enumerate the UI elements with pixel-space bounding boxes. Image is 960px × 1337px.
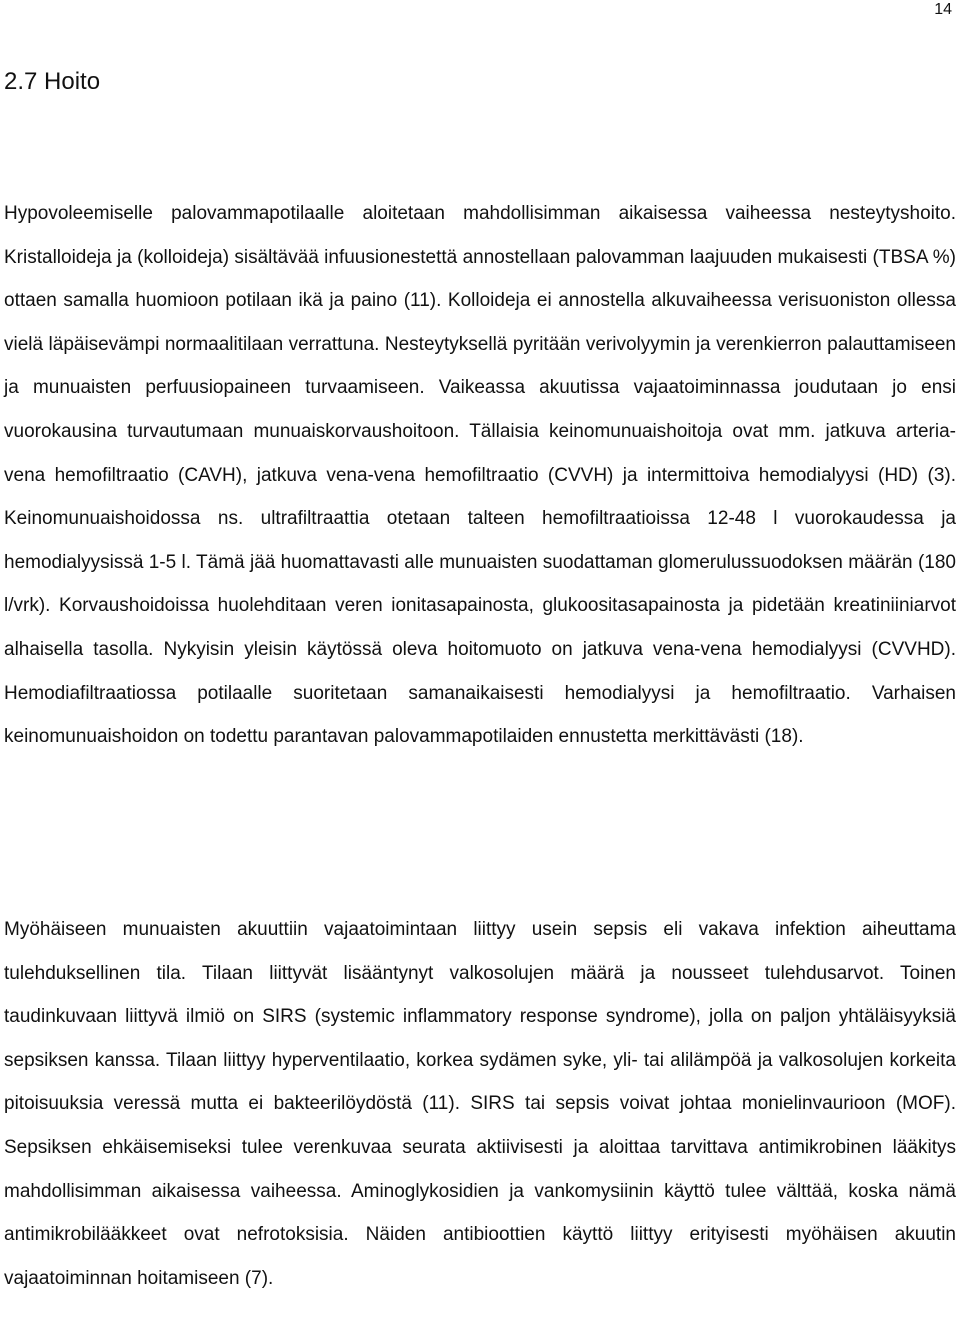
section-heading: 2.7 Hoito [4, 68, 101, 95]
body-paragraph-treatment: Hypovoleemiselle palovammapotilaalle aloitetaan mahdollisimman aikaisessa vaiheessa nesteytyshoito. Kristalloideja ja (kolloideja) sisältävää infuusionestettä annostellaan palovamman laajuuden mukaisesti (TBSA %) ottaen samalla huomioon potilaan ikä ja paino (11). Kolloideja ei annostella alkuvaiheessa verisuoniston ollessa vielä läpäisevämpi normaalitilaan verrattuna. Nesteytyksellä pyritään verivolyymin ja verenkierron palauttamiseen ja munuaisten perfuusiopaineen turvaamiseen. Vaikeassa akuutissa vajaatoiminnassa joudutaan jo ensi vuorokausina turvautumaan munuaiskorvaushoitoon. Tällaisia keinomunuaishoitoja ovat mm. jatkuva arteria-vena hemofiltraatio (CAVH), jatkuva vena-vena hemofiltraatio (CVVH) ja intermittoiva hemodialyysi (HD) (3). Keinomunuaishoidossa ns. ultrafiltraattia otetaan talteen hemofiltraatioissa 12-48 l vuorokaudessa ja hemodialyysissä 1-5 l. Tämä jää huomattavasti alle munuaisten suodattaman glomerulussuodoksen määrän (180 l/vrk). Korvaushoidoissa huolehditaan veren ionitasapainosta, glukoositasapainosta ja pidetään kreatiniiniarvot alhaisella tasolla. Nykyisin yleisin käytössä oleva hoitomuoto on jatkuva vena-vena hemodialyysi (CVVHD). Hemodiafiltraatiossa potilaalle suoritetaan samanaikaisesti hemodialyysi ja hemofiltraatio. Varhaisen keinomunuaishoidon on todettu parantavan palovammapotilaiden ennustetta merkittävästi (18). [4, 203, 956, 748]
page-number: 14 [934, 1, 952, 18]
body-paragraph-sepsis: Myöhäiseen munuaisten akuuttiin vajaatoimintaan liittyy usein sepsis eli vakava infektion aiheuttama tulehduksellinen tila. Tilaan liittyvät lisääntynyt valkosolujen määrä ja nousseet tulehdusarvot. Toinen taudinkuvaan liittyvä ilmiö on SIRS (systemic inflammatory response syndrome), jolla on paljon yhtäläisyyksiä sepsiksen kanssa. Tilaan liittyy hyperventilaatio, korkea sydämen syke, yli- tai alilämpöä ja valkosolujen korkeita pitoisuuksia veressä mutta ei bakteerilöydöstä (11). SIRS tai sepsis voivat johtaa monielinvaurioon (MOF). Sepsiksen ehkäisemiseksi tulee verenkuvaa seurata aktiivisesti ja aloittaa tarvittava antimikrobinen lääkitys mahdollisimman aikaisessa vaiheessa. Aminoglykosidien ja vankomysiinin käyttö tulee välttää, koska nämä antimikrobilääkkeet ovat nefrotoksisia. Näiden antibioottien käyttö liittyy erityisesti myöhäisen akuutin vajaatoiminnan hoitamiseen (7). [4, 919, 956, 1289]
